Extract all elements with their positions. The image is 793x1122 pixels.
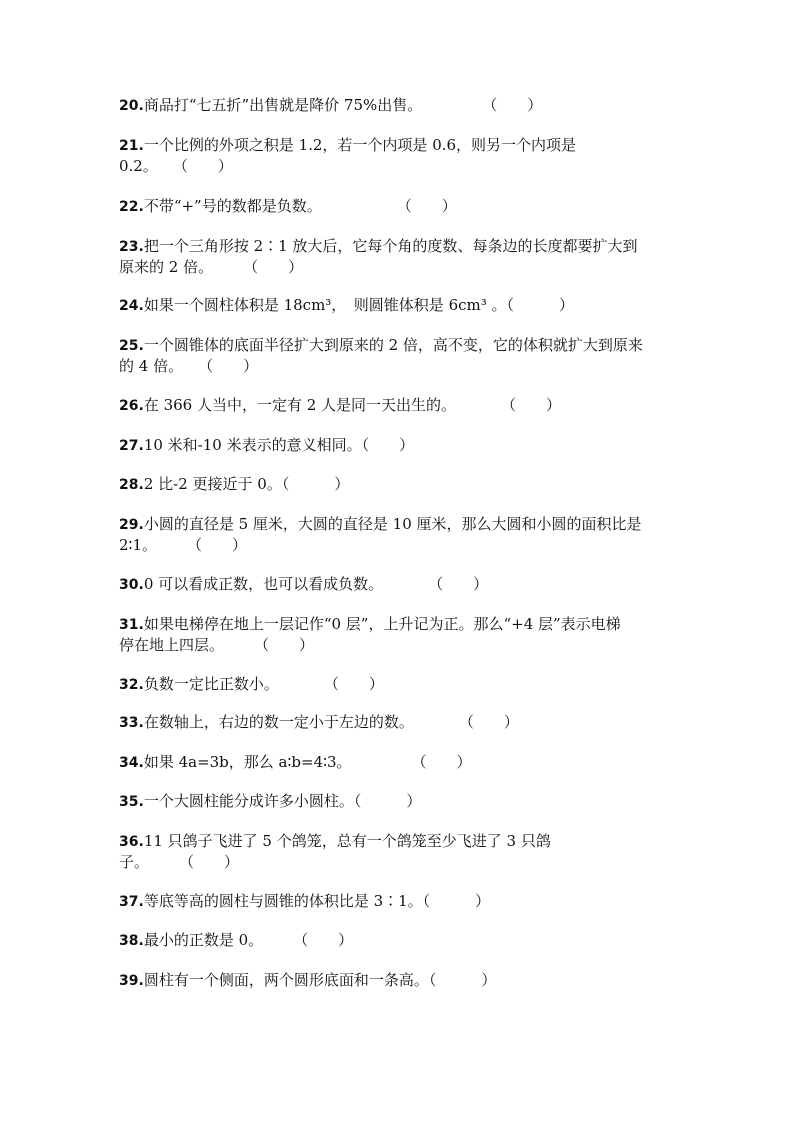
question-text: 等底等高的圆柱与圆锥的体积比是 3∶1。（ ）	[143, 892, 491, 910]
question-39	[119, 970, 679, 991]
question-35	[119, 791, 679, 812]
question-27	[119, 435, 679, 456]
question-text: 如果 4a=3b，那么 a∶b=4∶3。 （ ）	[143, 753, 472, 771]
question-text: 圆柱有一个侧面，两个圆形底面和一条高。（ ）	[143, 971, 497, 989]
question-text-continued: 0.2。 （ ）	[119, 157, 233, 175]
question-26	[119, 395, 679, 416]
question-text: 小圆的直径是 5 厘米，大圆的直径是 10 厘米，那么大圆和小圆的面积比是	[143, 515, 642, 533]
question-text: 商品打“七五折”出售就是降价 75%出售。 （ ）	[143, 96, 543, 114]
question-text: 11 只鸽子飞进了 5 个鸽笼，总有一个鸽笼至少飞进了 3 只鸽	[143, 832, 551, 850]
question-number: 22.	[119, 199, 144, 215]
question-text: 0 可以看成正数，也可以看成负数。 （ ）	[143, 575, 489, 593]
question-36	[119, 831, 679, 872]
question-20	[119, 95, 679, 116]
question-text: 2 比-2 更接近于 0。（ ）	[143, 475, 350, 493]
question-number: 38.	[119, 933, 144, 949]
question-number: 34.	[119, 755, 144, 771]
question-24	[119, 295, 679, 316]
question-34	[119, 752, 679, 773]
question-text: 不带“+”号的数都是负数。 （ ）	[143, 197, 457, 215]
question-number: 33.	[119, 715, 144, 731]
question-21	[119, 135, 679, 176]
question-25	[119, 335, 679, 376]
question-text-continued: 原来的 2 倍。 （ ）	[119, 258, 304, 276]
question-number: 29.	[119, 517, 144, 533]
question-23	[119, 236, 679, 277]
question-text: 如果电梯停在地上一层记作“0 层”，上升记为正。那么“+4 层”表示电梯	[143, 615, 621, 633]
question-number: 23.	[119, 239, 144, 255]
question-number: 25.	[119, 338, 144, 354]
question-text: 一个比例的外项之积是 1.2，若一个内项是 0.6，则另一个内项是	[143, 136, 577, 154]
question-text: 一个圆锥体的底面半径扩大到原来的 2 倍，高不变，它的体积就扩大到原来	[143, 336, 643, 354]
question-number: 32.	[119, 677, 144, 693]
question-number: 20.	[119, 98, 144, 114]
question-text: 负数一定比正数小。 （ ）	[143, 675, 384, 693]
question-37	[119, 891, 679, 912]
question-text: 在数轴上，右边的数一定小于左边的数。 （ ）	[143, 713, 519, 731]
question-text: 如果一个圆柱体积是 18cm³， 则圆锥体积是 6cm³ 。（ ）	[143, 296, 575, 314]
question-number: 26.	[119, 398, 144, 414]
question-number: 37.	[119, 894, 144, 910]
question-29	[119, 514, 679, 555]
question-32	[119, 674, 679, 695]
question-number: 36.	[119, 834, 144, 850]
question-number: 21.	[119, 138, 144, 154]
question-text: 一个大圆柱能分成许多小圆柱。（ ）	[143, 792, 422, 810]
question-text: 在 366 人当中，一定有 2 人是同一天出生的。 （ ）	[143, 396, 562, 414]
question-number: 30.	[119, 577, 144, 593]
question-30	[119, 574, 679, 595]
question-number: 24.	[119, 298, 144, 314]
question-number: 28.	[119, 477, 144, 493]
question-22	[119, 196, 679, 217]
question-text-continued: 2∶1。 （ ）	[119, 536, 247, 554]
question-number: 39.	[119, 973, 144, 989]
question-text-continued: 的 4 倍。 （ ）	[119, 357, 259, 375]
question-number: 35.	[119, 794, 144, 810]
question-text: 10 米和-10 米表示的意义相同。（ ）	[143, 436, 415, 454]
question-text-continued: 停在地上四层。 （ ）	[119, 636, 315, 654]
question-text-continued: 子。 （ ）	[119, 853, 240, 871]
question-31	[119, 614, 679, 655]
question-text: 把一个三角形按 2∶1 放大后，它每个角的度数、每条边的长度都要扩大到	[143, 237, 638, 255]
question-28	[119, 474, 679, 495]
question-38	[119, 930, 679, 951]
question-33	[119, 712, 679, 733]
question-text: 最小的正数是 0。 （ ）	[143, 931, 354, 949]
question-number: 27.	[119, 438, 144, 454]
question-number: 31.	[119, 617, 144, 633]
